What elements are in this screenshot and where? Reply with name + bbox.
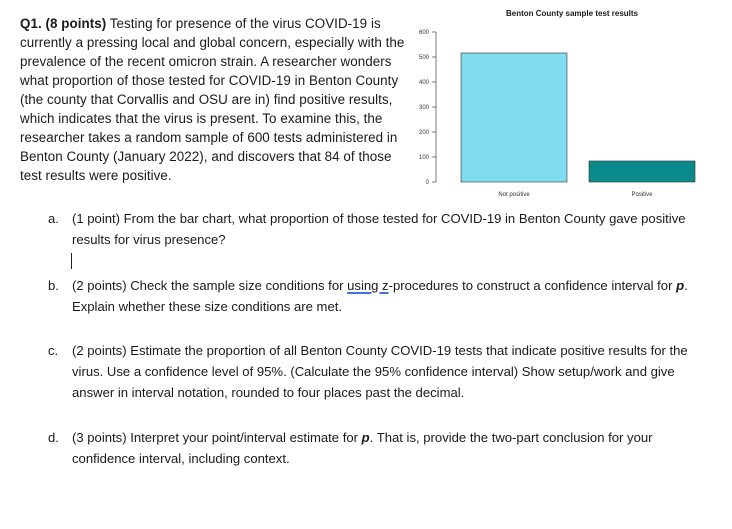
chart-title: Benton County sample test results bbox=[505, 9, 639, 18]
part-d-post: . That is, provide the two-part conclusion for your confidence interval, including context. bbox=[72, 430, 653, 466]
bar-not-positive bbox=[461, 53, 567, 182]
y-tick-label: 600 bbox=[418, 30, 429, 36]
part-b-var: p bbox=[676, 278, 685, 293]
y-axis-ticks bbox=[419, 30, 436, 186]
x-category-label: Positive bbox=[631, 192, 653, 198]
question-text bbox=[20, 14, 412, 185]
question-lead: Q1. (8 points) bbox=[20, 16, 107, 31]
part-c-text: (2 points) Estimate the proportion of all Benton County COVID-19 tests that indicate positive results for the virus. Use a confidence level of 95%. (Calculate the 95% confidence interval) Show setup/work and give answer in interval notation, rounded to four places past the decimal. bbox=[72, 343, 688, 400]
part-d-text bbox=[72, 427, 698, 469]
part-d bbox=[48, 427, 698, 469]
y-tick-label: 500 bbox=[418, 55, 429, 61]
x-axis-labels bbox=[498, 192, 653, 198]
part-d-pre: (3 points) Interpret your point/interval estimate for bbox=[72, 430, 362, 445]
part-c-letter: c. bbox=[48, 343, 59, 358]
y-tick-label: 300 bbox=[418, 105, 429, 111]
y-tick-label: 100 bbox=[418, 155, 429, 161]
part-b-pre: (2 points) Check the sample size conditions for bbox=[72, 278, 348, 293]
bars bbox=[461, 53, 695, 182]
part-d-var: p bbox=[361, 430, 370, 445]
bar-chart bbox=[410, 0, 710, 205]
part-b-end: . Explain whether these size conditions are met. bbox=[72, 278, 688, 314]
y-tick-label: 200 bbox=[418, 130, 429, 136]
y-tick-label: 0 bbox=[425, 180, 429, 186]
bar-positive bbox=[589, 161, 695, 182]
y-tick-label: 400 bbox=[418, 80, 429, 86]
part-b-post: -procedures to construct a confidence interval for bbox=[388, 278, 677, 293]
part-a-text: (1 point) From the bar chart, what proportion of those tested for COVID-19 in Benton County gave positive results for virus presence? bbox=[72, 211, 686, 247]
part-b-letter: b. bbox=[48, 278, 59, 293]
part-b-underlined: using z bbox=[347, 278, 389, 293]
part-b bbox=[48, 275, 698, 317]
part-a-letter: a. bbox=[48, 211, 59, 226]
text-cursor bbox=[71, 253, 72, 269]
question-body: Testing for presence of the virus COVID-19 is currently a pressing local and global concern, especially with the prevalence of the recent omicron strain. A researcher wonders what proportion of those tested for COVID-19 in Benton County (the county that Corvallis and OSU are in) find positive results, which indicates that the virus is present. To examine this, the researcher takes a random sample of 600 tests administered in Benton County (January 2022), and discovers that 84 of those test results were positive. bbox=[20, 16, 405, 183]
x-category-label: Not positive bbox=[498, 192, 530, 198]
part-c bbox=[48, 340, 698, 403]
part-d-letter: d. bbox=[48, 430, 59, 445]
part-b-text bbox=[72, 275, 698, 317]
part-a bbox=[48, 208, 698, 250]
